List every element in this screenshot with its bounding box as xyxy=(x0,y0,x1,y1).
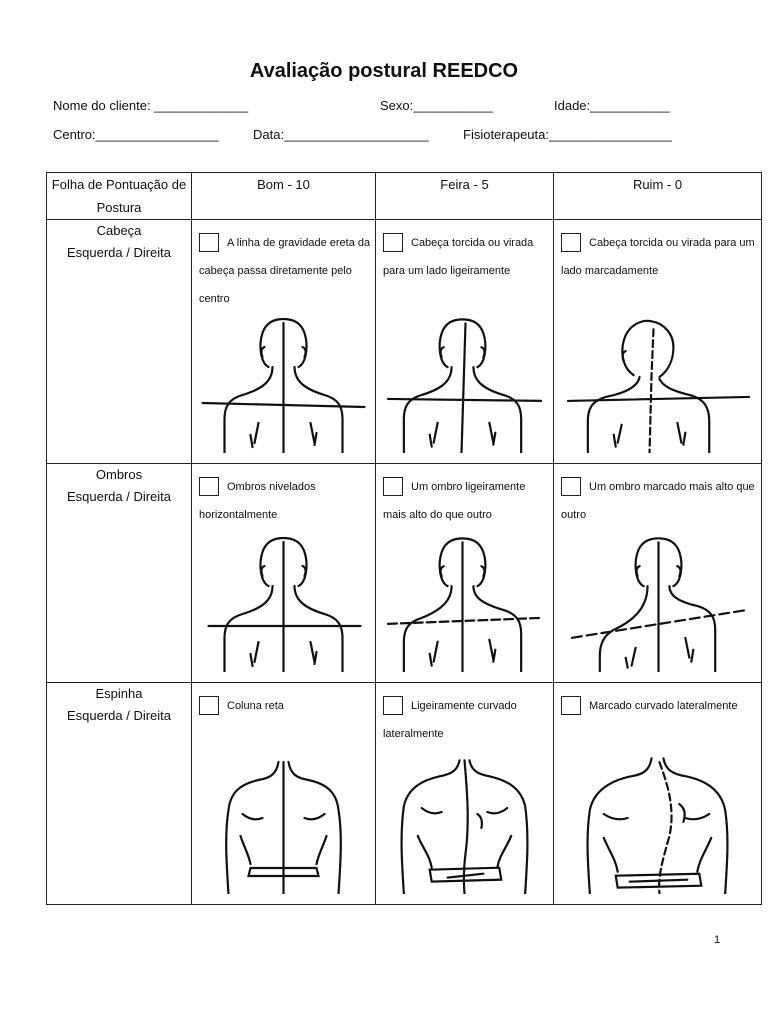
option-text: Coluna reta xyxy=(227,700,284,712)
option-text: Ligeiramente curvado lateralmente xyxy=(383,700,517,740)
checkbox[interactable] xyxy=(199,696,219,715)
checkbox[interactable] xyxy=(199,477,219,496)
page-title: Avaliação postural REEDCO xyxy=(249,60,519,82)
client-name-field[interactable]: Nome do cliente: _____________ xyxy=(53,98,249,113)
row-subtitle: Esquerda / Direita xyxy=(66,708,172,723)
checkbox[interactable] xyxy=(383,477,403,496)
table-row-shoulders xyxy=(47,464,762,683)
checkbox[interactable] xyxy=(561,696,581,715)
therapist-field[interactable]: Fisioterapeuta:_________________ xyxy=(463,127,672,142)
row-label-shoulders xyxy=(47,464,192,683)
table-row-spine xyxy=(47,683,762,905)
head-markedly-turned-figure xyxy=(560,315,755,453)
header-good: Bom - 10 xyxy=(192,173,376,220)
spine-markedly-curved-figure xyxy=(560,744,755,894)
shoulder-markedly-higher-figure xyxy=(560,534,755,672)
checkbox[interactable] xyxy=(561,477,581,496)
row-title: Cabeça xyxy=(96,223,142,238)
option-text: Ombros nivelados horizontalmente xyxy=(199,481,316,521)
center-field[interactable]: Centro:_________________ xyxy=(53,127,219,142)
row-subtitle: Esquerda / Direita xyxy=(66,489,172,504)
shoulders-level-figure xyxy=(198,534,369,672)
head-slightly-turned-figure xyxy=(382,315,547,453)
page-number: 1 xyxy=(714,934,721,946)
row-subtitle: Esquerda / Direita xyxy=(66,245,172,260)
sex-field[interactable]: Sexo:___________ xyxy=(380,98,493,113)
checkbox[interactable] xyxy=(383,696,403,715)
age-field[interactable]: Idade:___________ xyxy=(554,98,670,113)
posture-score-table xyxy=(46,172,762,905)
row-label-spine xyxy=(47,683,192,905)
header-poor: Ruim - 0 xyxy=(554,173,762,220)
option-text: Um ombro marcado mais alto que outro xyxy=(561,481,755,521)
table-header-row xyxy=(47,173,762,220)
option-text: A linha de gravidade ereta da cabeça passa diretamente pelo centro xyxy=(199,237,371,305)
option-text: Marcado curvado lateralmente xyxy=(589,700,738,712)
checkbox[interactable] xyxy=(383,233,403,252)
table-row-head xyxy=(47,220,762,464)
option-text: Cabeça torcida ou virada para um lado marcadamente xyxy=(561,237,755,277)
row-title: Espinha xyxy=(95,686,143,701)
option-text: Um ombro ligeiramente mais alto do que outro xyxy=(383,481,526,521)
checkbox[interactable] xyxy=(561,233,581,252)
header-score-sheet: Folha de Pontuação de Postura xyxy=(47,173,192,220)
spine-slightly-curved-figure xyxy=(382,744,547,894)
header-fair: Feira - 5 xyxy=(376,173,554,220)
checkbox[interactable] xyxy=(199,233,219,252)
date-field[interactable]: Data:____________________ xyxy=(253,127,429,142)
shoulder-slightly-higher-figure xyxy=(382,534,547,672)
spine-straight-figure xyxy=(198,744,369,894)
option-text: Cabeça torcida ou virada para um lado ligeiramente xyxy=(383,237,534,277)
row-label-head xyxy=(47,220,192,464)
row-title: Ombros xyxy=(95,467,143,482)
head-upright-figure xyxy=(198,315,369,453)
